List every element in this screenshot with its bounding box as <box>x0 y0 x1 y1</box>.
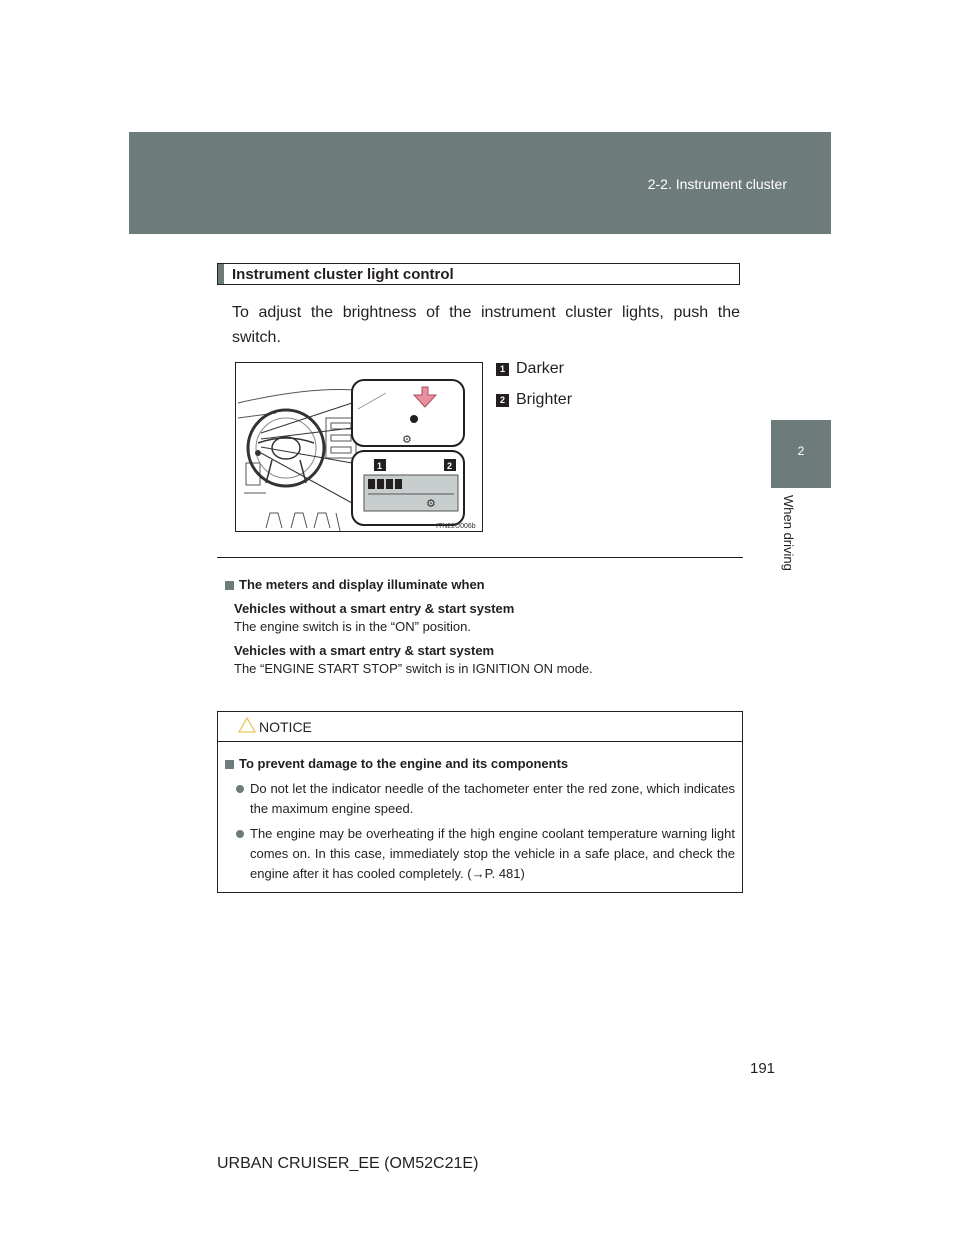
chapter-label-text: When driving <box>781 495 796 571</box>
section-header <box>217 263 740 285</box>
notice-header <box>218 712 742 742</box>
intro-paragraph: To adjust the brightness of the instrument cluster lights, push the switch. <box>232 304 740 346</box>
notice-bullet-text: Do not let the indicator needle of the tachometer enter the red zone, which indicates the maximum engine speed. <box>250 781 735 816</box>
note-item-heading: Vehicles without a smart entry & start system <box>234 601 515 616</box>
notice-label: NOTICE <box>259 719 312 735</box>
chapter-tab <box>771 420 831 488</box>
notice-box <box>217 711 743 893</box>
note-item-text: The “ENGINE START STOP” switch is in IGNITION ON mode. <box>234 661 593 676</box>
note-title: The meters and display illuminate when <box>239 577 485 592</box>
chapter-number: 2 <box>797 444 805 458</box>
square-bullet-icon <box>225 581 234 590</box>
square-bullet-icon <box>225 760 234 769</box>
callout-number-1: 1 <box>496 363 509 376</box>
header-band <box>129 132 831 234</box>
notice-title: To prevent damage to the engine and its components <box>239 756 569 771</box>
note-item-heading: Vehicles with a smart entry & start system <box>234 643 495 658</box>
svg-text:⚙: ⚙ <box>426 498 436 510</box>
round-bullet-icon <box>236 785 244 793</box>
notice-bullet-text: The engine may be overheating if the high engine coolant temperature warning light comes on. In this case, immediately stop the vehicle in a safe place, and check the engine after it has cooled completely. (→P. 481) <box>250 826 735 881</box>
notice-body <box>218 742 742 884</box>
callout-brighter <box>496 391 572 409</box>
round-bullet-icon <box>236 830 244 838</box>
figure-code: ITN22U006b <box>436 523 476 530</box>
notice-title-row <box>225 754 735 774</box>
svg-text:2: 2 <box>447 461 453 471</box>
note-item <box>234 600 745 636</box>
section-title: Instrument cluster light control <box>232 266 454 283</box>
note-item <box>234 642 745 678</box>
instrument-cluster-illustration <box>235 362 483 532</box>
callout-label-brighter: Brighter <box>516 391 573 408</box>
section-divider <box>217 557 743 558</box>
section-header-bar <box>218 264 224 284</box>
notice-bullet <box>225 779 735 819</box>
callout-number-2: 2 <box>496 394 509 407</box>
section-breadcrumb: 2-2. Instrument cluster <box>647 176 787 192</box>
svg-text:⚙: ⚙ <box>402 434 412 446</box>
notice-bullet <box>225 824 735 884</box>
chapter-label <box>780 495 800 585</box>
note-title-row <box>225 576 745 594</box>
svg-text:1: 1 <box>377 461 383 471</box>
callout-darker <box>496 360 564 378</box>
page-number: 191 <box>750 1060 776 1077</box>
note-item-text: The engine switch is in the “ON” position. <box>234 619 471 634</box>
warning-triangle-icon <box>238 717 256 733</box>
callout-label-darker: Darker <box>516 360 565 377</box>
illumination-note <box>225 576 745 678</box>
manual-code: URBAN CRUISER_EE (OM52C21E) <box>217 1155 479 1172</box>
dashboard-drawing <box>236 363 482 531</box>
